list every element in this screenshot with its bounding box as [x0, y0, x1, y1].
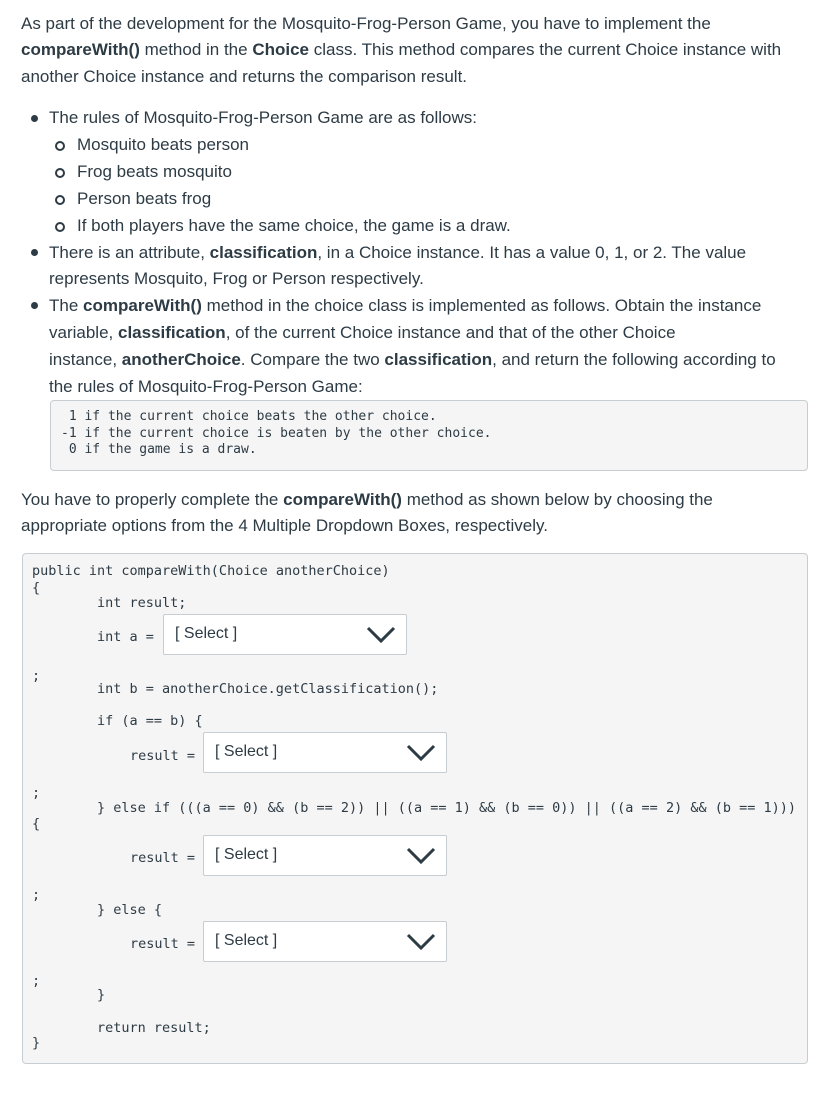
dropdown-2[interactable] — [203, 732, 447, 773]
method-line-4: the rules of Mosquito-Frog-Person Game: — [49, 377, 363, 396]
method-anotherchoice: anotherChoice — [121, 350, 241, 369]
code-semicolon: ; — [32, 785, 41, 801]
circle-bullet-icon — [55, 195, 65, 205]
method-line-1 — [49, 293, 761, 319]
method-text: , of the current Choice instance and that of the other Choice — [225, 323, 676, 342]
task-line-2: appropriate options from the 4 Multiple Dropdown Boxes, respectively. — [21, 516, 548, 535]
code-close-brace: } — [32, 1035, 41, 1051]
attribute-line-1 — [49, 240, 746, 266]
task-text: You have to properly complete the — [21, 490, 284, 509]
rule-item: Person beats frog — [77, 189, 212, 208]
circle-bullet-icon — [55, 168, 65, 178]
method-line-3 — [49, 347, 776, 373]
attribute-line-2: represents Mosquito, Frog or Person respectively. — [49, 269, 424, 288]
code-result-assign: result = — [130, 748, 196, 764]
method-text: , and return the following according to — [492, 350, 776, 369]
code-return-line: return result; — [97, 1020, 211, 1036]
method-text: The — [49, 296, 84, 315]
code-semicolon: ; — [32, 668, 41, 684]
circle-bullet-icon — [55, 222, 65, 232]
task-text: method as shown below by choosing the — [401, 490, 713, 509]
bullet-icon — [31, 115, 38, 122]
code-if-line: if (a == b) { — [97, 713, 203, 729]
method-text: variable, — [49, 323, 118, 342]
rule-item: If both players have the same choice, the game is a draw. — [77, 216, 511, 235]
method-classification: classification — [384, 350, 493, 369]
dropdown-label: [ Select ] — [175, 625, 238, 642]
chevron-down-icon — [406, 846, 436, 866]
code-else-line: } else { — [97, 902, 163, 918]
method-classification: classification — [117, 323, 226, 342]
intro-text: class. This method compares the current Choice instance with — [309, 40, 782, 59]
code-semicolon: ; — [32, 887, 41, 903]
dropdown-3[interactable] — [203, 835, 447, 876]
task-method-name: compareWith() — [283, 490, 402, 509]
bullet-icon — [31, 249, 38, 256]
code-close-inner-brace: } — [97, 987, 106, 1003]
code-declare-result: int result; — [97, 595, 187, 611]
code-int-b: int b = anotherChoice.getClassification(); — [97, 681, 439, 697]
dropdown-label: [ Select ] — [215, 846, 278, 863]
dropdown-4[interactable] — [203, 921, 447, 962]
intro-line-1: As part of the development for the Mosquito-Frog-Person Game, you have to implement the — [21, 14, 711, 33]
code-else-if-line: } else if (((a == 0) && (b == 2)) || ((a == 1) && (b == 0)) || ((a == 2) && (b == 1))) — [97, 800, 796, 816]
result-code-line: 0 if the game is a draw. — [61, 442, 257, 457]
bullet-icon — [31, 302, 38, 309]
circle-bullet-icon — [55, 141, 65, 151]
rules-heading: The rules of Mosquito-Frog-Person Game are as follows: — [49, 108, 478, 127]
method-text: method in the choice class is implemented as follows. Obtain the instance — [201, 296, 762, 315]
code-result-assign: result = — [130, 850, 196, 866]
method-name: compareWith() — [83, 296, 202, 315]
chevron-down-icon — [366, 625, 396, 645]
result-code-line: 1 if the current choice beats the other choice. — [61, 409, 437, 424]
attr-text: , in a Choice instance. It has a value 0, 1, or 2. The value — [317, 243, 747, 262]
method-text: . Compare the two — [240, 350, 385, 369]
code-signature: public int compareWith(Choice anotherChoice) — [32, 563, 390, 579]
result-code-line: -1 if the current choice is beaten by the other choice. — [61, 426, 492, 441]
code-int-a: int a = — [97, 629, 154, 645]
rule-item: Frog beats mosquito — [77, 162, 232, 181]
attr-classification: classification — [209, 243, 318, 262]
attr-text: There is an attribute, — [49, 243, 210, 262]
intro-method-name: compareWith() — [21, 40, 140, 59]
code-result-assign: result = — [130, 936, 196, 952]
chevron-down-icon — [406, 932, 436, 952]
intro-text: method in the — [139, 40, 253, 59]
method-text: instance, — [49, 350, 122, 369]
dropdown-label: [ Select ] — [215, 743, 278, 760]
code-brace: { — [32, 816, 41, 832]
dropdown-1[interactable] — [163, 614, 407, 655]
code-semicolon: ; — [32, 973, 41, 989]
task-line-1 — [21, 487, 713, 513]
method-line-2 — [49, 320, 676, 346]
code-open-brace: { — [32, 580, 41, 596]
rule-item: Mosquito beats person — [77, 135, 249, 154]
intro-class-name: Choice — [252, 40, 310, 59]
intro-line-3: another Choice instance and returns the comparison result. — [21, 67, 468, 86]
intro-line-2 — [21, 37, 781, 63]
chevron-down-icon — [406, 743, 436, 763]
dropdown-label: [ Select ] — [215, 932, 278, 949]
